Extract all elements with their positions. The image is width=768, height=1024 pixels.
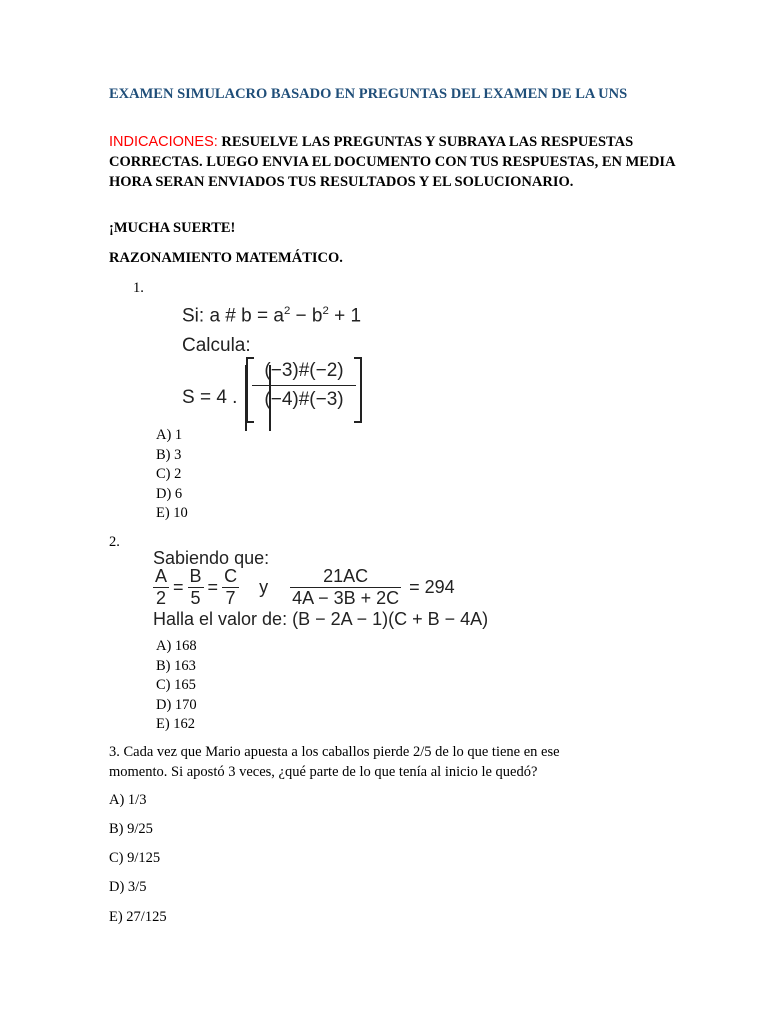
question-1-number: 1. [133, 280, 144, 296]
q1-eq-expression: S = 4 . [182, 365, 361, 431]
q1-option-e: E) 10 [156, 505, 188, 521]
q3-option-a: A) 1/3 [109, 792, 147, 808]
q2-fraction-a: $\frac{A}{2}$ [155, 565, 168, 608]
q2-fraction-c: $\frac{C}{7}$ [224, 565, 238, 608]
q1-eq-definition: Si: a # $b = a^2 - b^2 + 1$ [182, 305, 362, 327]
question-1-options [156, 426, 188, 524]
q2-option-a: A) 168 [156, 638, 197, 654]
question-3-text-line-2: momento. Si apostó 3 veces, ¿qué parte de lo que tenía al inicio le quedó? [109, 764, 538, 780]
q3-option-c: C) 9/125 [109, 850, 161, 866]
q2-eq-ratios: $\frac{A}{2}$ = $\frac{B}{5}$ = $\frac{C}{7}$ y $\frac{21AC}{4A - 3B + 2C}$ = 294 [155, 565, 455, 608]
q1-fraction-numerator: (−3)#(−2) [264, 360, 344, 381]
q1-fraction [252, 357, 356, 423]
q1-option-b: B) 3 [156, 446, 182, 463]
q2-fraction-main: $\frac{21AC}{4A - 3B + 2C}$ [292, 565, 400, 608]
q2-eq-halla: Halla el valor de: (B − 2A − 1)(C + B − 4A) [153, 609, 489, 629]
q2-option-b: B) 163 [156, 657, 196, 674]
q1-option-d: D) 6 [156, 485, 183, 502]
q2-eq-sabiendo: Sabiendo que: [153, 548, 270, 568]
section-heading: RAZONAMIENTO MATEMÁTICO. [109, 250, 343, 266]
q2-fraction-b: $\frac{B}{5}$ [189, 565, 202, 608]
q2-option-c: C) 165 [156, 677, 196, 693]
question-2-options [156, 637, 197, 735]
q3-option-b: B) 9/25 [109, 821, 153, 837]
q1-fraction-denominator: (−4)#(−3) [252, 385, 356, 414]
good-luck-text: ¡MUCHA SUERTE! [109, 220, 236, 236]
q2-option-e: E) 162 [156, 716, 196, 732]
q3-option-d: D) 3/5 [109, 879, 147, 895]
q2-option-d: D) 170 [156, 696, 197, 713]
instructions [109, 132, 679, 192]
q1-option-a: A) 1 [156, 427, 183, 443]
instructions-text: RESUELVE LAS PREGUNTAS Y SUBRAYA LAS RESPUESTAS CORRECTAS. LUEGO ENVIA EL DOCUMENTO CON TUS RESPUESTAS, EN MEDIA HORA SERAN ENVIADOS TUS RESULTADOS Y EL SOLUCIONARIO. [109, 134, 675, 190]
q3-option-e: E) 27/125 [109, 909, 167, 925]
instructions-label: INDICACIONES: [109, 134, 218, 150]
question-2-number: 2. [109, 534, 120, 550]
q1-eq-calcula: Calcula: [182, 335, 251, 357]
question-3-text-line-1: 3. Cada vez que Mario apuesta a los caballos pierde 2/5 de lo que tiene en ese [109, 744, 560, 760]
q1-option-c: C) 2 [156, 466, 182, 482]
exam-title: EXAMEN SIMULACRO BASADO EN PREGUNTAS DEL EXAMEN DE LA UNS [109, 86, 628, 102]
